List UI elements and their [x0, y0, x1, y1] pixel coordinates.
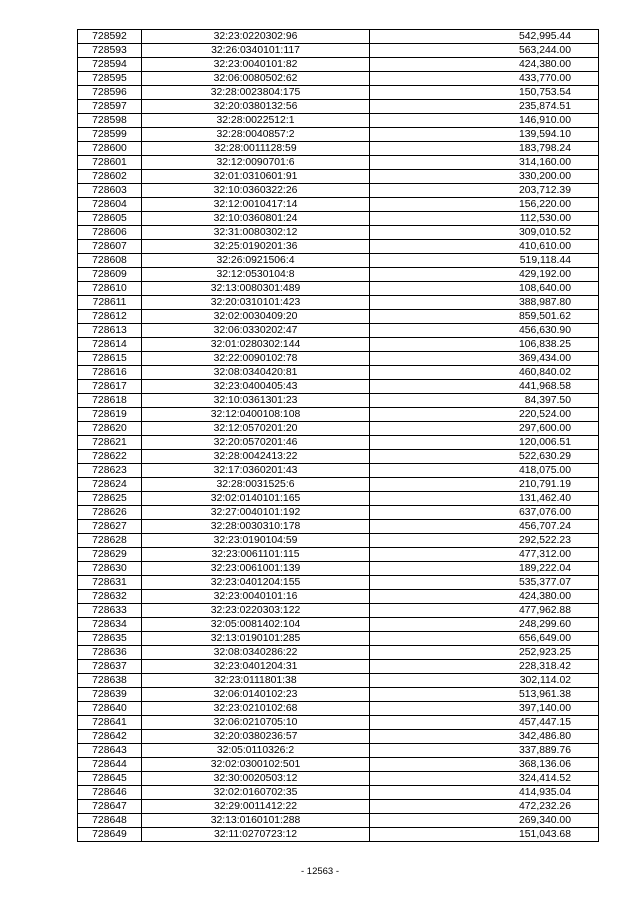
table-body [78, 30, 599, 842]
value-amount-cell: 460,840.02 [370, 366, 599, 380]
record-id-cell: 728599 [78, 128, 142, 142]
cadastral-number-cell: 32:08:0340420:81 [142, 366, 370, 380]
record-id-cell: 728629 [78, 548, 142, 562]
cadastral-number-cell: 32:10:0361301:23 [142, 394, 370, 408]
record-id-cell: 728594 [78, 58, 142, 72]
table-row [78, 408, 599, 422]
value-amount-cell: 369,434.00 [370, 352, 599, 366]
value-amount-cell: 472,232.26 [370, 800, 599, 814]
value-amount-cell: 441,968.58 [370, 380, 599, 394]
table-row [78, 58, 599, 72]
table-row [78, 716, 599, 730]
table-row [78, 100, 599, 114]
value-amount-cell: 203,712.39 [370, 184, 599, 198]
record-id-cell: 728633 [78, 604, 142, 618]
cadastral-number-cell: 32:20:0570201:46 [142, 436, 370, 450]
cadastral-number-cell: 32:20:0380236:57 [142, 730, 370, 744]
cadastral-number-cell: 32:11:0270723:12 [142, 828, 370, 842]
table-row [78, 590, 599, 604]
value-amount-cell: 337,889.76 [370, 744, 599, 758]
cadastral-number-cell: 32:23:0220302:96 [142, 30, 370, 44]
table-row [78, 688, 599, 702]
table-row [78, 702, 599, 716]
value-amount-cell: 542,995.44 [370, 30, 599, 44]
cadastral-value-table [77, 29, 599, 842]
value-amount-cell: 563,244.00 [370, 44, 599, 58]
cadastral-number-cell: 32:12:0090701:6 [142, 156, 370, 170]
table-row [78, 114, 599, 128]
record-id-cell: 728615 [78, 352, 142, 366]
cadastral-number-cell: 32:22:0090102:78 [142, 352, 370, 366]
record-id-cell: 728600 [78, 142, 142, 156]
cadastral-number-cell: 32:28:0042413:22 [142, 450, 370, 464]
cadastral-number-cell: 32:06:0080502:62 [142, 72, 370, 86]
table-row [78, 660, 599, 674]
table-row [78, 394, 599, 408]
cadastral-number-cell: 32:20:0310101:423 [142, 296, 370, 310]
record-id-cell: 728611 [78, 296, 142, 310]
table-row [78, 576, 599, 590]
value-amount-cell: 429,192.00 [370, 268, 599, 282]
table-row [78, 226, 599, 240]
value-amount-cell: 457,447.15 [370, 716, 599, 730]
record-id-cell: 728609 [78, 268, 142, 282]
value-amount-cell: 368,136.06 [370, 758, 599, 772]
cadastral-number-cell: 32:01:0280302:144 [142, 338, 370, 352]
cadastral-number-cell: 32:12:0400108:108 [142, 408, 370, 422]
value-amount-cell: 418,075.00 [370, 464, 599, 478]
cadastral-number-cell: 32:30:0020503:12 [142, 772, 370, 786]
record-id-cell: 728608 [78, 254, 142, 268]
cadastral-number-cell: 32:12:0010417:14 [142, 198, 370, 212]
record-id-cell: 728623 [78, 464, 142, 478]
value-amount-cell: 120,006.51 [370, 436, 599, 450]
value-amount-cell: 220,524.00 [370, 408, 599, 422]
cadastral-number-cell: 32:23:0190104:59 [142, 534, 370, 548]
record-id-cell: 728647 [78, 800, 142, 814]
record-id-cell: 728632 [78, 590, 142, 604]
value-amount-cell: 410,610.00 [370, 240, 599, 254]
record-id-cell: 728606 [78, 226, 142, 240]
value-amount-cell: 235,874.51 [370, 100, 599, 114]
cadastral-number-cell: 32:01:0310601:91 [142, 170, 370, 184]
record-id-cell: 728617 [78, 380, 142, 394]
value-amount-cell: 139,594.10 [370, 128, 599, 142]
record-id-cell: 728622 [78, 450, 142, 464]
table-row [78, 282, 599, 296]
record-id-cell: 728592 [78, 30, 142, 44]
table-row [78, 772, 599, 786]
record-id-cell: 728634 [78, 618, 142, 632]
cadastral-number-cell: 32:02:0300102:501 [142, 758, 370, 772]
record-id-cell: 728638 [78, 674, 142, 688]
value-amount-cell: 424,380.00 [370, 58, 599, 72]
value-amount-cell: 314,160.00 [370, 156, 599, 170]
table-row [78, 548, 599, 562]
value-amount-cell: 269,340.00 [370, 814, 599, 828]
cadastral-number-cell: 32:26:0921506:4 [142, 254, 370, 268]
value-amount-cell: 146,910.00 [370, 114, 599, 128]
record-id-cell: 728639 [78, 688, 142, 702]
record-id-cell: 728636 [78, 646, 142, 660]
cadastral-number-cell: 32:10:0360322:26 [142, 184, 370, 198]
value-amount-cell: 414,935.04 [370, 786, 599, 800]
record-id-cell: 728593 [78, 44, 142, 58]
value-amount-cell: 151,043.68 [370, 828, 599, 842]
value-amount-cell: 302,114.02 [370, 674, 599, 688]
value-amount-cell: 859,501.62 [370, 310, 599, 324]
record-id-cell: 728598 [78, 114, 142, 128]
cadastral-number-cell: 32:06:0210705:10 [142, 716, 370, 730]
cadastral-number-cell: 32:13:0160101:288 [142, 814, 370, 828]
value-amount-cell: 397,140.00 [370, 702, 599, 716]
table-row [78, 324, 599, 338]
value-amount-cell: 477,312.00 [370, 548, 599, 562]
table-row [78, 184, 599, 198]
value-amount-cell: 183,798.24 [370, 142, 599, 156]
table-row [78, 156, 599, 170]
value-amount-cell: 309,010.52 [370, 226, 599, 240]
cadastral-number-cell: 32:05:0081402:104 [142, 618, 370, 632]
value-amount-cell: 330,200.00 [370, 170, 599, 184]
record-id-cell: 728641 [78, 716, 142, 730]
cadastral-number-cell: 32:12:0530104:8 [142, 268, 370, 282]
page-number: - 12563 - [300, 866, 340, 877]
cadastral-number-cell: 32:20:0380132:56 [142, 100, 370, 114]
table-row [78, 800, 599, 814]
cadastral-number-cell: 32:28:0040857:2 [142, 128, 370, 142]
record-id-cell: 728648 [78, 814, 142, 828]
value-amount-cell: 112,530.00 [370, 212, 599, 226]
cadastral-number-cell: 32:02:0140101:165 [142, 492, 370, 506]
value-amount-cell: 656,649.00 [370, 632, 599, 646]
record-id-cell: 728627 [78, 520, 142, 534]
cadastral-number-cell: 32:13:0080301:489 [142, 282, 370, 296]
cadastral-number-cell: 32:23:0040101:82 [142, 58, 370, 72]
value-amount-cell: 252,923.25 [370, 646, 599, 660]
record-id-cell: 728597 [78, 100, 142, 114]
cadastral-number-cell: 32:23:0401204:31 [142, 660, 370, 674]
record-id-cell: 728630 [78, 562, 142, 576]
cadastral-number-cell: 32:28:0031525:6 [142, 478, 370, 492]
value-amount-cell: 388,987.80 [370, 296, 599, 310]
table-row [78, 366, 599, 380]
table-row [78, 86, 599, 100]
value-amount-cell: 297,600.00 [370, 422, 599, 436]
record-id-cell: 728616 [78, 366, 142, 380]
record-id-cell: 728635 [78, 632, 142, 646]
value-amount-cell: 156,220.00 [370, 198, 599, 212]
value-amount-cell: 456,630.90 [370, 324, 599, 338]
record-id-cell: 728620 [78, 422, 142, 436]
record-id-cell: 728618 [78, 394, 142, 408]
cadastral-number-cell: 32:31:0080302:12 [142, 226, 370, 240]
value-amount-cell: 433,770.00 [370, 72, 599, 86]
table-row [78, 268, 599, 282]
table-row [78, 128, 599, 142]
record-id-cell: 728602 [78, 170, 142, 184]
record-id-cell: 728612 [78, 310, 142, 324]
table-row [78, 814, 599, 828]
table-row [78, 618, 599, 632]
value-amount-cell: 522,630.29 [370, 450, 599, 464]
cadastral-number-cell: 32:08:0340286:22 [142, 646, 370, 660]
table-row [78, 730, 599, 744]
cadastral-number-cell: 32:02:0030409:20 [142, 310, 370, 324]
record-id-cell: 728604 [78, 198, 142, 212]
cadastral-number-cell: 32:12:0570201:20 [142, 422, 370, 436]
cadastral-number-cell: 32:27:0040101:192 [142, 506, 370, 520]
record-id-cell: 728645 [78, 772, 142, 786]
value-amount-cell: 189,222.04 [370, 562, 599, 576]
record-id-cell: 728640 [78, 702, 142, 716]
table-row [78, 310, 599, 324]
value-amount-cell: 637,076.00 [370, 506, 599, 520]
cadastral-number-cell: 32:23:0401204:155 [142, 576, 370, 590]
value-amount-cell: 477,962.88 [370, 604, 599, 618]
cadastral-number-cell: 32:06:0330202:47 [142, 324, 370, 338]
record-id-cell: 728595 [78, 72, 142, 86]
table-row [78, 604, 599, 618]
value-amount-cell: 131,462.40 [370, 492, 599, 506]
table-row [78, 786, 599, 800]
cadastral-number-cell: 32:23:0400405:43 [142, 380, 370, 394]
record-id-cell: 728601 [78, 156, 142, 170]
record-id-cell: 728631 [78, 576, 142, 590]
cadastral-number-cell: 32:23:0061101:115 [142, 548, 370, 562]
table-row [78, 338, 599, 352]
cadastral-number-cell: 32:25:0190201:36 [142, 240, 370, 254]
cadastral-number-cell: 32:23:0061001:139 [142, 562, 370, 576]
value-amount-cell: 424,380.00 [370, 590, 599, 604]
cadastral-number-cell: 32:10:0360801:24 [142, 212, 370, 226]
table-row [78, 296, 599, 310]
value-amount-cell: 519,118.44 [370, 254, 599, 268]
table-row [78, 744, 599, 758]
table-row [78, 142, 599, 156]
cadastral-number-cell: 32:28:0011128:59 [142, 142, 370, 156]
cadastral-number-cell: 32:28:0030310:178 [142, 520, 370, 534]
table-row [78, 198, 599, 212]
value-amount-cell: 248,299.60 [370, 618, 599, 632]
cadastral-number-cell: 32:28:0023804:175 [142, 86, 370, 100]
table-row [78, 450, 599, 464]
record-id-cell: 728643 [78, 744, 142, 758]
cadastral-number-cell: 32:17:0360201:43 [142, 464, 370, 478]
value-amount-cell: 456,707.24 [370, 520, 599, 534]
value-amount-cell: 513,961.38 [370, 688, 599, 702]
cadastral-number-cell: 32:23:0210102:68 [142, 702, 370, 716]
record-id-cell: 728625 [78, 492, 142, 506]
record-id-cell: 728649 [78, 828, 142, 842]
table-row [78, 758, 599, 772]
cadastral-number-cell: 32:26:0340101:117 [142, 44, 370, 58]
cadastral-number-cell: 32:23:0220303:122 [142, 604, 370, 618]
cadastral-number-cell: 32:23:0040101:16 [142, 590, 370, 604]
record-id-cell: 728621 [78, 436, 142, 450]
table-row [78, 534, 599, 548]
record-id-cell: 728607 [78, 240, 142, 254]
table-row [78, 240, 599, 254]
record-id-cell: 728637 [78, 660, 142, 674]
cadastral-number-cell: 32:28:0022512:1 [142, 114, 370, 128]
table-row [78, 422, 599, 436]
table-row [78, 30, 599, 44]
record-id-cell: 728613 [78, 324, 142, 338]
table-row [78, 828, 599, 842]
table-row [78, 646, 599, 660]
value-amount-cell: 106,838.25 [370, 338, 599, 352]
value-amount-cell: 84,397.50 [370, 394, 599, 408]
record-id-cell: 728603 [78, 184, 142, 198]
value-amount-cell: 324,414.52 [370, 772, 599, 786]
value-amount-cell: 228,318.42 [370, 660, 599, 674]
record-id-cell: 728628 [78, 534, 142, 548]
table-row [78, 352, 599, 366]
table-row [78, 72, 599, 86]
table-row [78, 44, 599, 58]
record-id-cell: 728646 [78, 786, 142, 800]
value-amount-cell: 292,522.23 [370, 534, 599, 548]
table-row [78, 478, 599, 492]
cadastral-number-cell: 32:29:0011412:22 [142, 800, 370, 814]
cadastral-number-cell: 32:06:0140102:23 [142, 688, 370, 702]
table-row [78, 632, 599, 646]
table-row [78, 492, 599, 506]
table-row [78, 520, 599, 534]
value-amount-cell: 210,791.19 [370, 478, 599, 492]
cadastral-number-cell: 32:05:0110326:2 [142, 744, 370, 758]
record-id-cell: 728596 [78, 86, 142, 100]
value-amount-cell: 108,640.00 [370, 282, 599, 296]
record-id-cell: 728605 [78, 212, 142, 226]
table-row [78, 436, 599, 450]
table-row [78, 254, 599, 268]
cadastral-number-cell: 32:02:0160702:35 [142, 786, 370, 800]
record-id-cell: 728644 [78, 758, 142, 772]
value-amount-cell: 150,753.54 [370, 86, 599, 100]
value-amount-cell: 342,486.80 [370, 730, 599, 744]
table-row [78, 674, 599, 688]
table-row [78, 464, 599, 478]
record-id-cell: 728624 [78, 478, 142, 492]
value-amount-cell: 535,377.07 [370, 576, 599, 590]
record-id-cell: 728642 [78, 730, 142, 744]
record-id-cell: 728614 [78, 338, 142, 352]
record-id-cell: 728626 [78, 506, 142, 520]
table-row [78, 380, 599, 394]
record-id-cell: 728619 [78, 408, 142, 422]
table-row [78, 170, 599, 184]
cadastral-number-cell: 32:23:0111801:38 [142, 674, 370, 688]
table-row [78, 506, 599, 520]
record-id-cell: 728610 [78, 282, 142, 296]
table-row [78, 212, 599, 226]
table-row [78, 562, 599, 576]
cadastral-number-cell: 32:13:0190101:285 [142, 632, 370, 646]
